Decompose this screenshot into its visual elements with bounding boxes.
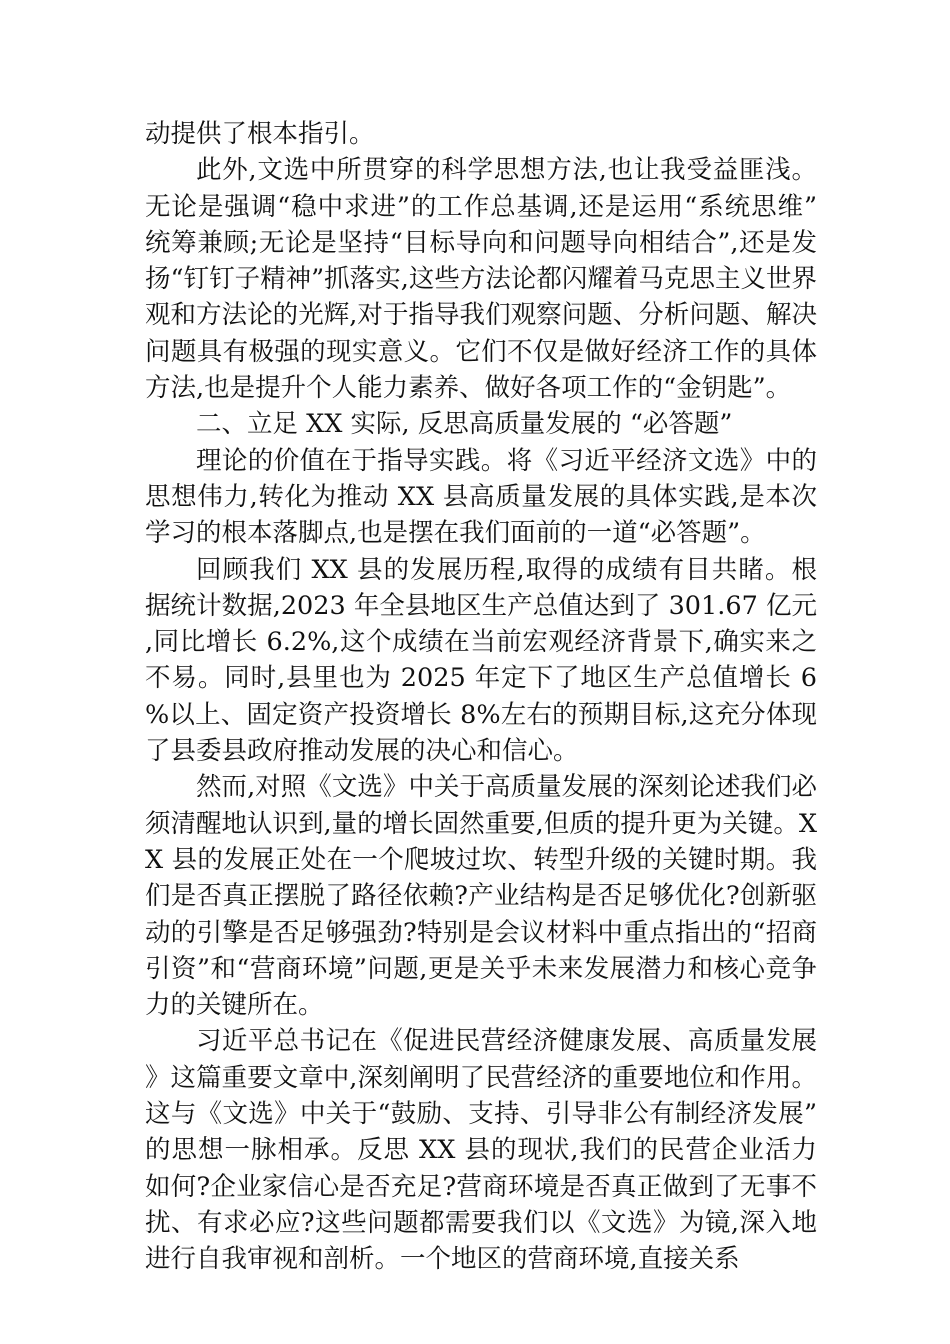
- paragraph-quality-growth: 然而,对照《文选》中关于高质量发展的深刻论述我们必须清醒地认识到,量的增长固然重要,但质的提升更为关键。XX 县的发展正处在一个爬坡过坎、转型升级的关键时期。我们是否真正摆脱了路径依赖?产业结构是否足够优化?创新驱动的引擎是否足够强劲?特别是会议材料中重点指出的“招商引资”和“营商环境”问题,更是关乎未来发展潜力和核心竞争力的关键所在。: [145, 772, 817, 1021]
- paragraph-continuation: 动提供了根本指引。: [145, 119, 375, 149]
- paragraph-theory-practice: 理论的价值在于指导实践。将《习近平经济文选》中的思想伟力,转化为推动 XX 县高质量发展的具体实践,是本次学习的根本落脚点,也是摆在我们面前的一道“必答题”。: [145, 445, 817, 549]
- paragraph-private-economy: 习近平总书记在《促进民营经济健康发展、高质量发展》这篇重要文章中,深刻阐明了民营经济的重要地位和作用。这与《文选》中关于“鼓励、支持、引导非公有制经济发展”的思想一脉相承。反思 XX 县的现状,我们的民营企业活力如何?企业家信心是否充足?营商环境是否真正做到了无事不扰、有求必应?这些问题都需要我们以《文选》为镜,深入地进行自我审视和剖析。一个地区的营商环境,直接关系: [145, 1026, 817, 1275]
- section-heading: 二、立足 XX 实际, 反思高质量发展的 “必答题”: [196, 409, 733, 440]
- paragraph-methods: 此外,文选中所贯穿的科学思想方法,也让我受益匪浅。无论是强调“稳中求进”的工作总基调,还是运用“系统思维”统筹兼顾;无论是坚持“目标导向和问题导向相结合”,还是发扬“钉钉子精神”抓落实,这些方法论都闪耀着马克思主义世界观和方法论的光辉,对于指导我们观察问题、分析问题、解决问题具有极强的现实意义。它们不仅是做好经济工作的具体方法,也是提升个人能力素养、做好各项工作的“金钥匙”。: [145, 155, 817, 404]
- document-body: [145, 116, 817, 1278]
- paragraph-development-history: 回顾我们 XX 县的发展历程,取得的成绩有目共睹。根据统计数据,2023 年全县地区生产总值达到了 301.67 亿元,同比增长 6.2%,这个成绩在当前宏观经济背景下,确实来之不易。同时,县里也为 2025 年定下了地区生产总值增长 6%以上、固定资产投资增长 8%左右的预期目标,这充分体现了县委县政府推动发展的决心和信心。: [145, 554, 817, 767]
